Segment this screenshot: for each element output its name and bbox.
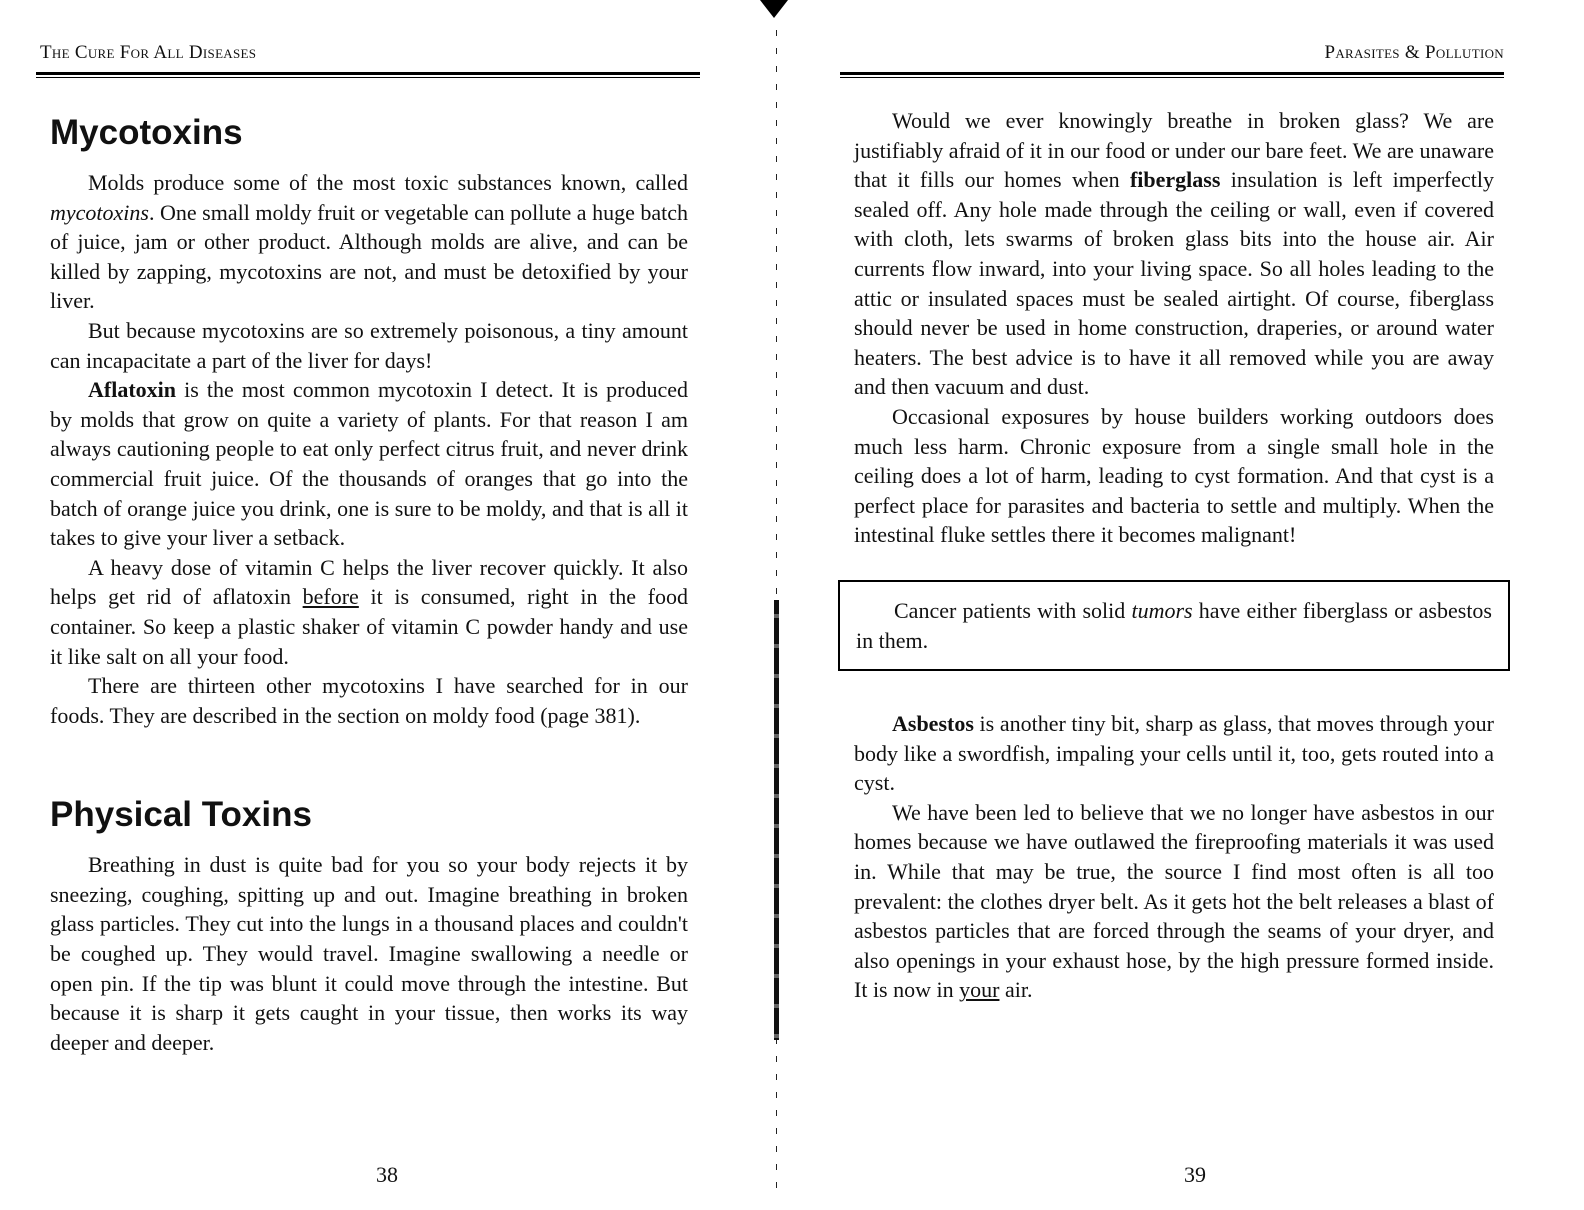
paragraph: There are thirteen other mycotoxins I have searched for in our foods. They are described in the section on moldy food (page 381). xyxy=(50,673,688,728)
paragraph xyxy=(50,375,688,553)
paragraph: But because mycotoxins are so extremely poisonous, a tiny amount can incapacitate a part of the liver for days! xyxy=(50,317,688,373)
paragraph xyxy=(50,553,688,671)
callout-text xyxy=(856,596,1492,655)
gutter-binding-shadow xyxy=(774,600,779,1040)
running-head-right: Parasites & Pollution xyxy=(1324,42,1504,63)
text-run: is another tiny bit, sharp as glass, that moves through your body like a swordfish, impaling your cells until it, too, gets routed into a cyst. xyxy=(854,711,1494,796)
paragraph xyxy=(854,709,1494,798)
text-run: Would we ever knowingly breathe in broken glass? We are justifiably afraid of it in our food or under our bare feet. We are unaware that it fills our homes when xyxy=(854,108,1494,193)
header-rule-right xyxy=(840,72,1504,78)
header-rule-left xyxy=(36,72,700,78)
page-number-right: 39 xyxy=(1184,1162,1206,1187)
text-run: insulation is left imperfectly sealed off. Any hole made through the ceiling or wall, even if covered with cloth, lets swarms of broken glass bits into the house air. Air currents flow inward, into your living space. So all holes leading to the attic or insulated spaces must be sealed airtight. Of course, fiberglass should never be used in home construction, draperies, or around water heaters. The best advice is to have it all removed while you are away and then vacuum and dust. xyxy=(854,167,1494,400)
paragraph xyxy=(50,168,688,316)
right-page-content xyxy=(854,106,1494,1005)
bold-term: Aflatoxin xyxy=(88,377,176,403)
callout-box xyxy=(838,580,1510,671)
bold-term: fiberglass xyxy=(1129,167,1221,193)
gutter-notch-icon xyxy=(760,0,788,18)
text-run: Molds produce some of the most toxic substances known, called xyxy=(88,170,688,195)
underlined-text: before xyxy=(302,584,359,610)
text-run: have either fiberglass or asbestos in them. xyxy=(856,597,1492,653)
bold-term: Asbestos xyxy=(892,711,974,737)
paragraph: Breathing in dust is quite bad for you so your body rejects it by sneezing, coughing, spitting up and out. Imagine breathing in broken glass particles. They cut into the lungs in a thousand places and couldn't be coughed up. They would travel. Imagine swallowing a needle or open pin. If the tip was blunt it could move through the intestine. But because it is sharp it gets caught in your tissue, then works its way deeper and deeper. xyxy=(50,852,688,1055)
paragraph: Occasional exposures by house builders working outdoors does much less harm. Chronic exposure from a single small hole in the ceiling does a lot of harm, leading to cyst formation. And that cyst is a perfect place for parasites and bacteria to settle and multiply. When the intestinal fluke settles there it becomes malignant! xyxy=(854,403,1494,548)
emphasis-text: tumors xyxy=(1131,597,1193,623)
text-run: A heavy dose of vitamin C helps the liver recover quickly. It also helps get rid of aflatoxin xyxy=(50,554,688,610)
page-number-left: 38 xyxy=(376,1162,398,1187)
text-run: Cancer patients with solid xyxy=(894,597,1132,623)
book-gutter xyxy=(770,0,786,1210)
section-title-physical-toxins: Physical Toxins xyxy=(50,795,312,835)
paragraph xyxy=(854,798,1494,1005)
running-head-left: The Cure For All Diseases xyxy=(40,42,257,63)
left-page-content xyxy=(50,110,688,1057)
underlined-text: your xyxy=(959,977,1000,1003)
text-run: air. xyxy=(999,977,1033,1003)
section-title-mycotoxins: Mycotoxins xyxy=(50,113,243,152)
paragraph xyxy=(854,106,1494,402)
text-run: . One small moldy fruit or vegetable can pollute a huge batch of juice, jam or other product. Although molds are alive, and can be killed by zapping, mycotoxins are not, and must be detoxified by your liver. xyxy=(50,199,688,314)
right-page xyxy=(800,0,1584,1210)
text-run: is the most common mycotoxin I detect. It is produced by molds that grow on quite a variety of plants. For that reason I am always cautioning people to eat only perfect citrus fruit, and never drink commercial fruit juice. Of the thousands of oranges that go into the batch of orange juice you drink, one is sure to be moldy, and that is all it takes to give your liver a setback. xyxy=(50,377,688,551)
text-run: We have been led to believe that we no longer have asbestos in our homes because we have outlawed the fireproofing materials it was used in. While that may be true, the source I find most often is all too prevalent: the clothes dryer belt. As it gets hot the belt releases a blast of asbestos particles that are forced through the seams of your dryer, and also openings in your exhaust hose, by the high pressure formed inside. It is now in xyxy=(854,799,1494,1003)
left-page xyxy=(0,0,770,1210)
text-run: it is consumed, right in the food container. So keep a plastic shaker of vitamin C powder handy and use it like salt on all your food. xyxy=(50,584,688,669)
emphasis-text: mycotoxins xyxy=(50,199,149,225)
